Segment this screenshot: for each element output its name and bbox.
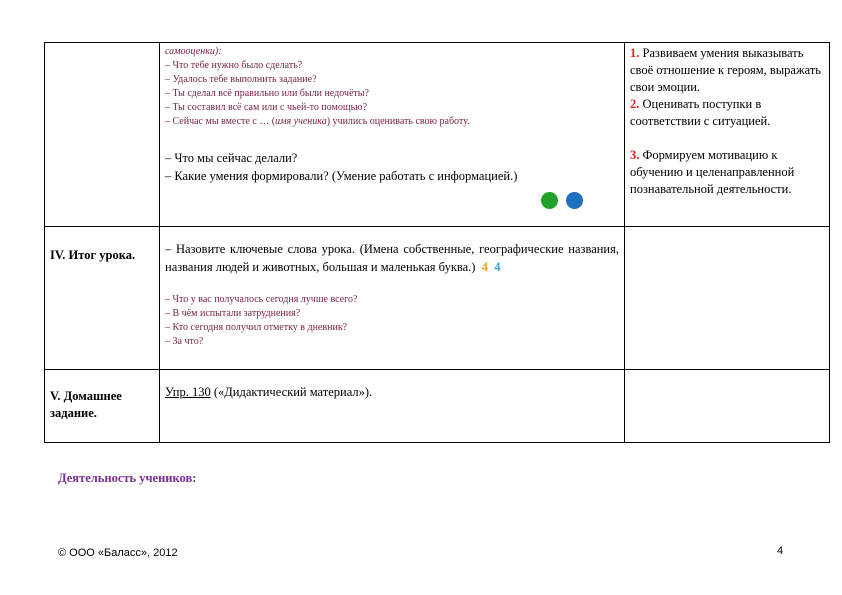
stage-label: IV. Итог урока. xyxy=(50,248,136,262)
copyright-text: © ООО «Баласс», 2012 xyxy=(58,547,178,559)
skill-item: 3. Формируем мотивацию к обучению и целенаправленной познавательной деятельности. xyxy=(630,148,795,196)
question-item: – Сейчас мы вместе с … (имя ученика) учились оценивать свою работу. xyxy=(165,116,470,127)
content-cell xyxy=(160,227,625,370)
question-item: – За что? xyxy=(165,336,204,347)
stage-cell xyxy=(45,43,160,227)
summary-task: – Назовите ключевые слова урока. (Имена собственные, географические названия, названия людей и животных, большая и маленькая буква.) 4 4 xyxy=(165,242,619,274)
stage-cell xyxy=(45,227,160,370)
blue-dot-icon xyxy=(566,192,583,209)
skill-item: 2. Оценивать поступки в соответствии с ситуацией. xyxy=(630,97,771,128)
skill-item: 1. Развиваем умения выказывать своё отношение к героям, выражать свои эмоции. xyxy=(630,46,822,94)
question-item: – Кто сегодня получил отметку в дневник? xyxy=(165,322,348,333)
question-item: – Удалось тебе выполнить задание? xyxy=(165,74,317,85)
content-cell xyxy=(160,370,625,443)
green-dot-icon xyxy=(541,192,558,209)
summary-question: – Что мы сейчас делали? xyxy=(165,151,298,165)
question-list xyxy=(165,293,619,349)
italic-note: имя ученика xyxy=(275,116,327,127)
exercise-link[interactable]: Упр. 130 xyxy=(165,385,211,399)
content-cell xyxy=(160,43,625,227)
page-number: 4 xyxy=(777,545,784,557)
question-list xyxy=(165,45,619,129)
question-item: – Ты составил всё сам или с чьей-то помощью? xyxy=(165,102,368,113)
question-item: – В чём испытали затруднения? xyxy=(165,308,301,319)
lesson-table xyxy=(44,42,830,443)
empty-cell xyxy=(625,370,830,443)
table-row xyxy=(45,43,830,227)
number-badge: 4 xyxy=(481,260,488,274)
table-row xyxy=(45,227,830,370)
stage-label: V. Домашнее задание. xyxy=(50,389,122,420)
skills-cell xyxy=(625,43,830,227)
section-heading: Деятельность учеников: xyxy=(58,471,197,485)
heading-fragment: самооценки): xyxy=(165,46,222,57)
stage-cell xyxy=(45,370,160,443)
question-item: – Что тебе нужно было сделать? xyxy=(165,60,303,71)
marker-dots xyxy=(165,192,619,214)
summary-question: – Какие умения формировали? (Умение работать с информацией.) xyxy=(165,169,518,183)
question-item: – Что у вас получалось сегодня лучше всего? xyxy=(165,294,358,305)
question-item: – Ты сделал всё правильно или были недочёты? xyxy=(165,88,369,99)
empty-cell xyxy=(625,227,830,370)
number-badge: 4 xyxy=(494,260,501,274)
homework-text: Упр. 130 («Дидактический материал»). xyxy=(165,385,373,399)
table-row xyxy=(45,370,830,443)
